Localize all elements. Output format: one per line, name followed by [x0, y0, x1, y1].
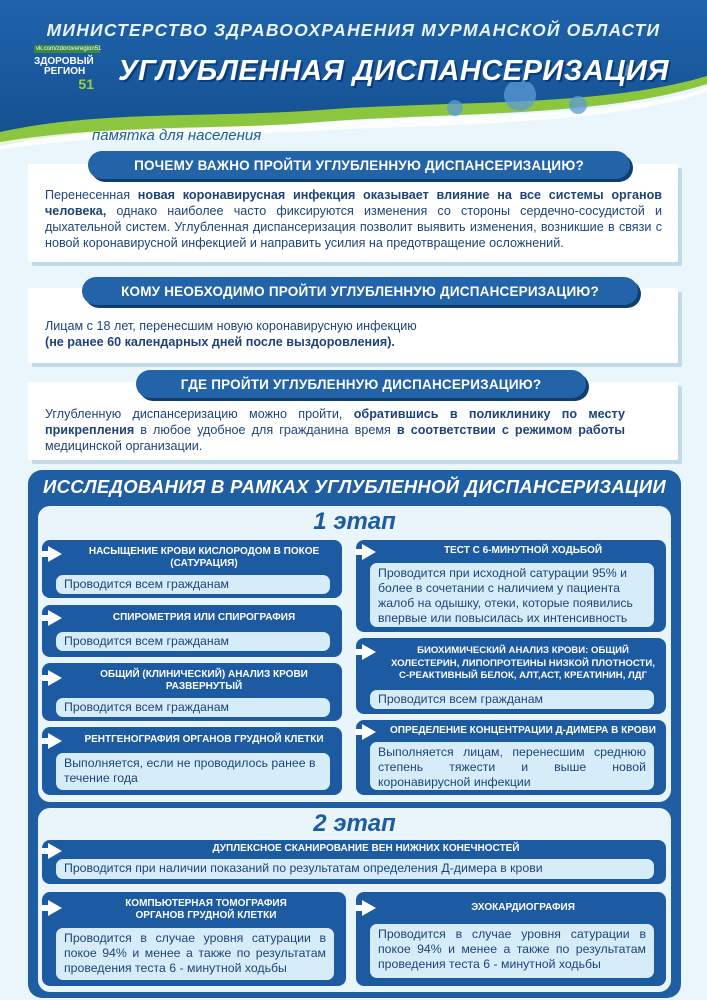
card-biochem-head: БИОХИМИЧЕСКИЙ АНАЛИЗ КРОВИ: ОБЩИЙ ХОЛЕСТЕРИН, ЛИПОПРОТЕИНЫ НИЗКОЙ ПЛОТНОСТИ, С-РЕАКТИВНЫЙ БЕЛОК, АЛТ,АСТ, КРЕАТИНИН, ЛДГ: [391, 645, 655, 682]
card-echo-body: Проводится в случае уровня сатурации в покое 94% и менее а также по результатам проведения теста 6 - минутной ходьбы: [370, 924, 654, 978]
arrow-icon: [48, 900, 62, 916]
card-saturation-body: Проводится всем гражданам: [56, 575, 330, 594]
arrow-icon: [48, 843, 62, 859]
card-ddimer-head: ОПРЕДЕЛЕНИЕ КОНЦЕНТРАЦИИ Д-ДИМЕРА В КРОВИ: [390, 724, 656, 736]
card-ct-head: КОМПЬЮТЕРНАЯ ТОМОГРАФИЯ ОРГАНОВ ГРУДНОЙ КЛЕТКИ: [125, 897, 287, 921]
card-saturation: [42, 540, 342, 598]
logo-site: vk.com/zdoroveregion51: [36, 46, 102, 52]
card-ct: [42, 892, 346, 986]
card-walk-test: [356, 540, 666, 632]
arrow-icon: [48, 733, 62, 749]
card-duplex-head: ДУПЛЕКСНОЕ СКАНИРОВАНИЕ ВЕН НИЖНИХ КОНЕЧНОСТЕЙ: [212, 842, 520, 854]
card-walk-test-head: ТЕСТ С 6-МИНУТНОЙ ХОДЬБОЙ: [443, 544, 603, 556]
logo-line2: РЕГИОН: [44, 66, 86, 77]
stage1-title: 1 этап: [313, 508, 396, 535]
stage2-title: 2 этап: [313, 810, 396, 837]
card-duplex-body: Проводится при наличии показаний по результатам определения Д-димера в крови: [56, 859, 654, 879]
card-walk-test-body: Проводится при исходной сатурации 95% и более в сочетании с наличием у пациента жалоб на одышку, отеки, которые появились впервые или повысилась их интенсивность: [370, 563, 654, 627]
arrow-icon: [48, 610, 62, 626]
card-ddimer-body: Выполняется лицам, перенесшим среднюю степень тяжести и выше новой коронавирусной инфекции: [370, 742, 654, 790]
card-spirometry: [42, 605, 342, 657]
card-echo: [356, 892, 666, 986]
card-spirometry-head: СПИРОМЕТРИЯ ИЛИ СПИРОГРАФИЯ: [112, 611, 296, 623]
research-panel: [28, 470, 681, 998]
card-blood-test-head: ОБЩИЙ (КЛИНИЧЕСКИЙ) АНАЛИЗ КРОВИ РАЗВЕРНУТЫЙ: [100, 668, 308, 692]
logo-line3: 51: [78, 76, 94, 92]
header-banner: [0, 0, 707, 150]
arrow-icon: [48, 546, 62, 562]
section-where-heading: ГДЕ ПРОЙТИ УГЛУБЛЕННУЮ ДИСПАНСЕРИЗАЦИЮ?: [136, 370, 586, 398]
research-title: ИССЛЕДОВАНИЯ В РАМКАХ УГЛУБЛЕННОЙ ДИСПАНСЕРИЗАЦИИ: [42, 476, 667, 497]
card-duplex: [42, 840, 666, 884]
card-xray-body: Выполняется, если не проводилось ранее в течение года: [56, 753, 330, 790]
card-saturation-head: НАСЫЩЕНИЕ КРОВИ КИСЛОРОДОМ В ПОКОЕ (САТУРАЦИЯ): [88, 545, 320, 569]
section-why-heading: ПОЧЕМУ ВАЖНО ПРОЙТИ УГЛУБЛЕННУЮ ДИСПАНСЕРИЗАЦИЮ?: [88, 151, 630, 179]
card-spirometry-body: Проводится всем гражданам: [56, 632, 330, 651]
arrow-icon: [362, 900, 376, 916]
card-blood-test-body: Проводится всем гражданам: [56, 698, 330, 717]
section-who-text: Лицам с 18 лет, перенесшим новую коронавирусную инфекцию (не ранее 60 календарных дней после выздоровления).: [45, 319, 417, 349]
arrow-icon: [362, 544, 376, 560]
section-where-text: Углубленную диспансеризацию можно пройти, обратившись в поликлинику по месту прикрепления в любое удобное для гражданина время в соответствии с режимом работы медицинской организации.: [45, 407, 625, 453]
section-why-text: Перенесенная новая коронавирусная инфекция оказывает влияние на все системы органов человека, однако наиболее часто фиксируются изменения со стороны сердечно-сосудистой и дыхательной систем. Углубленная диспансеризация позволит выявить изменения, возникшие в связи с новой коронавирусной инфекцией и направить усилия на предотвращение осложнений.: [45, 188, 663, 250]
card-xray-head: РЕНТГЕНОГРАФИЯ ОРГАНОВ ГРУДНОЙ КЛЕТКИ: [84, 733, 324, 745]
region-logo: [34, 45, 100, 91]
card-biochem: [356, 638, 666, 714]
page-title: УГЛУБЛЕННАЯ ДИСПАНСЕРИЗАЦИЯ: [118, 55, 669, 87]
card-xray: [42, 727, 342, 795]
card-biochem-body: Проводится всем гражданам: [370, 690, 654, 709]
section-who-heading: КОМУ НЕОБХОДИМО ПРОЙТИ УГЛУБЛЕННУЮ ДИСПАНСЕРИЗАЦИЮ?: [82, 277, 638, 305]
arrow-icon: [362, 644, 376, 660]
arrow-icon: [362, 724, 376, 740]
card-ct-body: Проводится в случае уровня сатурации в покое 94% и менее а также по результатам проведения теста 6 - минутной ходьбы: [56, 928, 334, 980]
card-blood-test: [42, 663, 342, 721]
card-ddimer: [356, 720, 666, 795]
logo-line1: ЗДОРОВЫЙ: [34, 56, 94, 67]
stage1-box: [38, 506, 671, 802]
card-echo-head: ЭХОКАРДИОГРАФИЯ: [471, 901, 575, 913]
page-subtitle: памятка для населения: [92, 127, 262, 144]
stage2-box: [38, 808, 671, 992]
ministry-name: МИНИСТЕРСТВО ЗДРАВООХРАНЕНИЯ МУРМАНСКОЙ ОБЛАСТИ: [46, 20, 661, 40]
arrow-icon: [48, 670, 62, 686]
